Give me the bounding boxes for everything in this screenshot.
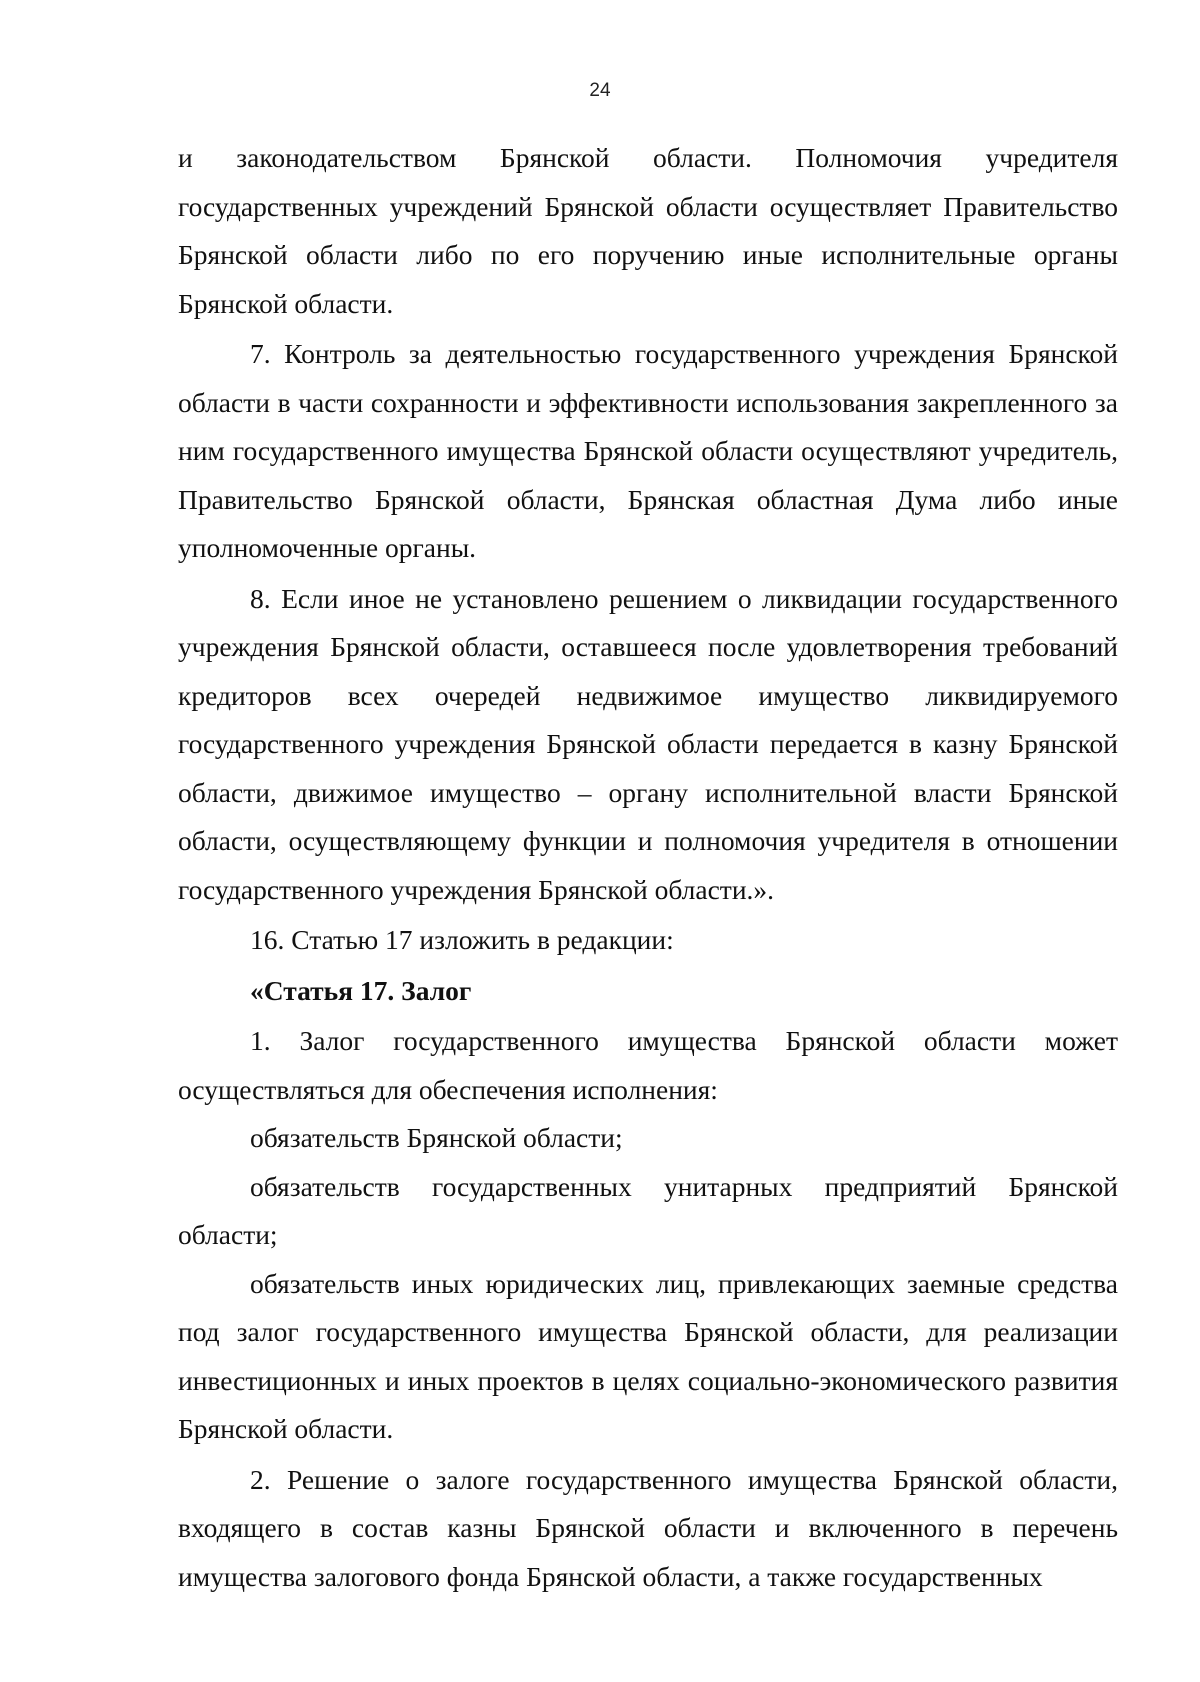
page-number: 24 [589,80,611,101]
paragraph-obligation-enterprises: обязательств государственных унитарных предприятий Брянской области; [178,1170,1118,1250]
paragraph-continuation: и законодательством Брянской области. Полномочия учредителя государственных учреждений Брянской области осуществляет Правительство Брянской области либо по его поручению иные исполнительные органы Брянской области. [178,142,1118,319]
document-body [178,134,1118,1601]
paragraph-amendment-16: 16. Статью 17 изложить в редакции: [250,924,674,955]
article-17-heading: «Статья 17. Залог [250,974,472,1006]
paragraph-item-7: 7. Контроль за деятельностью государственного учреждения Брянской области в части сохранности и эффективности использования закрепленного за ним государственного имущества Брянской области осуществляют учредитель, Правительство Брянской области, Брянская областная Дума либо иные уполномоченные органы. [178,338,1118,563]
paragraph-obligation-legal-entities: обязательств иных юридических лиц, привлекающих заемные средства под залог государственного имущества Брянской области, для реализации инвестиционных и иных проектов в целях социально-экономического развития Брянской области. [178,1267,1118,1444]
paragraph-article-17-point-2: 2. Решение о залоге государственного имущества Брянской области, входящего в состав казны Брянской области и включенного в перечень имущества залогового фонда Брянской области, а также государственных [178,1463,1118,1592]
paragraph-obligation-region: обязательств Брянской области; [250,1122,623,1153]
paragraph-article-17-point-1: 1. Залог государственного имущества Брянской области может осуществляться для обеспечения исполнения: [178,1025,1118,1105]
paragraph-item-8: 8. Если иное не установлено решением о ликвидации государственного учреждения Брянской области, оставшееся после удовлетворения требований кредиторов всех очередей недвижимое имущество ликвидируемого государственного учреждения Брянской области передается в казну Брянской области, движимое имущество – органу исполнительной власти Брянской области, осуществляющему функции и полномочия учредителя в отношении государственного учреждения Брянской области.». [178,582,1118,905]
